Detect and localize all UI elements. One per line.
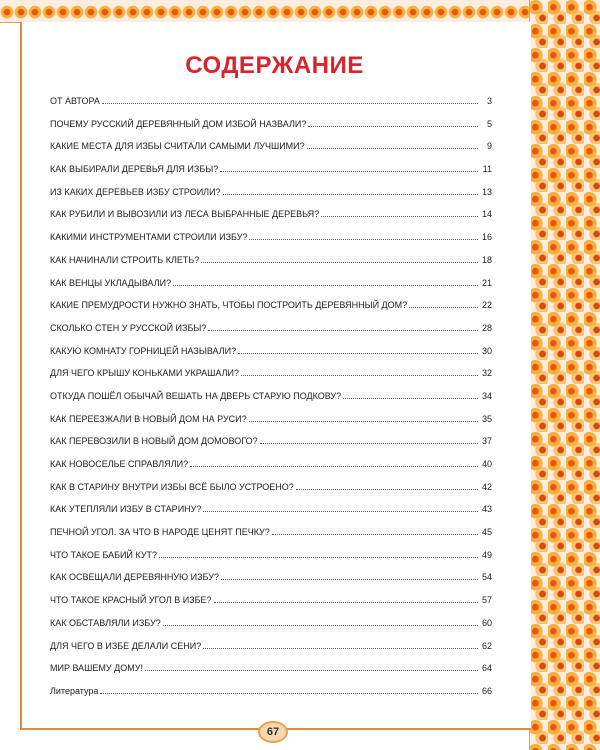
toc-entry-title: КАК В СТАРИНУ ВНУТРИ ИЗБЫ ВСЁ БЫЛО УСТРОЕНО? xyxy=(50,481,294,492)
toc-entry-title: КАКУЮ КОМНАТУ ГОРНИЦЕЙ НАЗЫВАЛИ? xyxy=(50,345,237,356)
right-ornament-border xyxy=(529,0,600,750)
toc-entry[interactable] xyxy=(50,119,492,142)
toc-entry-page: 28 xyxy=(481,322,492,333)
toc-entry[interactable] xyxy=(50,572,492,595)
dot-leader xyxy=(343,398,478,399)
toc-entry-page: 42 xyxy=(481,481,492,492)
dot-leader xyxy=(308,126,478,127)
dot-leader xyxy=(260,443,478,444)
toc-entry[interactable] xyxy=(50,414,492,437)
toc-entry[interactable] xyxy=(50,368,492,391)
dot-leader xyxy=(272,534,478,535)
toc-entry[interactable] xyxy=(50,232,492,255)
toc-entry[interactable] xyxy=(50,436,492,459)
toc-entry-title: ЧТО ТАКОЕ КРАСНЫЙ УГОЛ В ИЗБЕ? xyxy=(50,595,212,606)
toc-entry-title: КАК НАЧИНАЛИ СТРОИТЬ КЛЕТЬ? xyxy=(50,254,200,265)
toc-entry[interactable] xyxy=(50,141,492,164)
toc-entry-title: ДЛЯ ЧЕГО В ИЗБЕ ДЕЛАЛИ СЕНИ? xyxy=(50,640,202,651)
dot-leader xyxy=(223,194,478,195)
dot-leader xyxy=(307,148,478,149)
toc-entry[interactable] xyxy=(50,618,492,641)
toc-entry-title: КАК ВЕНЦЫ УКЛАДЫВАЛИ? xyxy=(50,277,172,288)
toc-entry-page: 21 xyxy=(481,277,492,288)
toc-entry-page: 35 xyxy=(481,413,492,424)
toc-entry-page: 37 xyxy=(481,436,492,447)
toc-entry[interactable] xyxy=(50,595,492,618)
toc-entry-page: 45 xyxy=(481,527,492,538)
toc-entry-page: 5 xyxy=(486,118,492,129)
toc-entry[interactable] xyxy=(50,391,492,414)
dot-leader xyxy=(102,103,478,104)
toc-entry[interactable] xyxy=(50,686,492,709)
toc-entry-page: 30 xyxy=(481,345,492,356)
toc-entry[interactable] xyxy=(50,459,492,482)
dot-leader xyxy=(163,625,478,626)
toc-entry-page: 54 xyxy=(481,572,492,583)
toc-entry-page: 43 xyxy=(481,504,492,515)
toc-entry[interactable] xyxy=(50,300,492,323)
toc-entry-title: КАК НОВОСЕЛЬЕ СПРАВЛЯЛИ? xyxy=(50,459,189,469)
toc-entry[interactable] xyxy=(50,278,492,301)
toc-entry-title: ЧТО ТАКОЕ БАБИЙ КУТ? xyxy=(50,549,158,560)
dot-leader xyxy=(221,579,478,580)
toc-entry-title: КАКИЕ ПРЕМУДРОСТИ НУЖНО ЗНАТЬ, ЧТОБЫ ПОСТРОИТЬ ДЕРЕВЯННЫЙ ДОМ? xyxy=(50,300,408,311)
toc-entry-title: КАКИМИ ИНСТРУМЕНТАМИ СТРОИЛИ ИЗБУ? xyxy=(50,232,248,243)
toc-entry-page: 64 xyxy=(481,663,492,674)
dot-leader xyxy=(241,375,478,376)
toc-entry[interactable] xyxy=(50,527,492,550)
dot-leader xyxy=(409,307,478,308)
dot-leader xyxy=(220,171,478,172)
toc-entry-page: 62 xyxy=(481,640,492,651)
toc-entry[interactable] xyxy=(50,323,492,346)
page-number-badge: 67 xyxy=(258,721,288,743)
toc-entry-title: КАК ОСВЕЩАЛИ ДЕРЕВЯННУЮ ИЗБУ? xyxy=(50,572,219,583)
toc-entry-page: 57 xyxy=(481,595,492,606)
toc-entry-page: 3 xyxy=(486,96,492,106)
toc-entry[interactable] xyxy=(50,550,492,573)
dot-leader xyxy=(190,466,478,467)
toc-entry-page: 9 xyxy=(486,141,492,152)
toc-entry-title: КАК УТЕПЛЯЛИ ИЗБУ В СТАРИНУ? xyxy=(50,504,202,515)
toc-entry-title: МИР ВАШЕМУ ДОМУ! xyxy=(50,663,143,674)
dot-leader xyxy=(159,557,478,558)
dot-leader xyxy=(249,239,478,240)
toc-entry[interactable] xyxy=(50,641,492,664)
dot-leader xyxy=(296,489,478,490)
toc-entry-title: КАК ПЕРЕВОЗИЛИ В НОВЫЙ ДОМ ДОМОВОГО? xyxy=(50,436,258,447)
toc-entry-title: КАКИЕ МЕСТА ДЛЯ ИЗБЫ СЧИТАЛИ САМЫМИ ЛУЧШИМИ? xyxy=(50,141,305,152)
toc-entry-title: ПЕЧНОЙ УГОЛ. ЗА ЧТО В НАРОДЕ ЦЕНЯТ ПЕЧКУ? xyxy=(50,527,270,538)
top-ornament-border xyxy=(0,0,600,23)
toc-entry-title: ДЛЯ ЧЕГО КРЫШУ КОНЬКАМИ УКРАШАЛИ? xyxy=(50,368,240,379)
toc-entry[interactable] xyxy=(50,255,492,278)
dot-leader xyxy=(203,648,478,649)
toc-entry-title: Литература xyxy=(50,685,99,696)
toc-entry[interactable] xyxy=(50,663,492,686)
toc-entry-title: КАК ОБСТАВЛЯЛИ ИЗБУ? xyxy=(50,617,161,628)
dot-leader xyxy=(201,262,478,263)
toc-entry[interactable] xyxy=(50,96,492,119)
toc-entry[interactable] xyxy=(50,187,492,210)
toc-entry-page: 18 xyxy=(481,254,492,265)
toc-entry-title: ОТКУДА ПОШЁЛ ОБЫЧАЙ ВЕШАТЬ НА ДВЕРЬ СТАРУЮ ПОДКОВУ? xyxy=(50,390,342,401)
toc-entry-title: СКОЛЬКО СТЕН У РУССКОЙ ИЗБЫ? xyxy=(50,322,207,333)
toc-entry[interactable] xyxy=(50,504,492,527)
toc-entry-title: КАК РУБИЛИ И ВЫВОЗИЛИ ИЗ ЛЕСА ВЫБРАННЫЕ ДЕРЕВЬЯ? xyxy=(50,209,320,220)
toc-entry-title: КАК ПЕРЕЕЗЖАЛИ В НОВЫЙ ДОМ НА РУСИ? xyxy=(50,413,247,424)
table-of-contents xyxy=(50,96,492,709)
dot-leader xyxy=(145,670,478,671)
toc-entry-page: 22 xyxy=(481,300,492,311)
toc-entry-page: 32 xyxy=(481,368,492,379)
toc-entry[interactable] xyxy=(50,482,492,505)
toc-entry-title: ИЗ КАКИХ ДЕРЕВЬЕВ ИЗБУ СТРОИЛИ? xyxy=(50,186,221,197)
toc-entry-page: 66 xyxy=(481,685,492,696)
toc-entry-page: 13 xyxy=(481,186,492,197)
toc-entry-title: ОТ АВТОРА xyxy=(50,96,100,106)
dot-leader xyxy=(100,693,478,694)
dot-leader xyxy=(249,421,478,422)
toc-entry[interactable] xyxy=(50,209,492,232)
toc-entry-title: ПОЧЕМУ РУССКИЙ ДЕРЕВЯННЫЙ ДОМ ИЗБОЙ НАЗВАЛИ? xyxy=(50,118,307,129)
toc-entry[interactable] xyxy=(50,164,492,187)
page-title: СОДЕРЖАНИЕ xyxy=(185,52,364,80)
toc-entry-page: 11 xyxy=(482,164,492,175)
dot-leader xyxy=(208,330,478,331)
dot-leader xyxy=(238,353,478,354)
toc-entry-page: 49 xyxy=(481,549,492,560)
toc-entry-page: 16 xyxy=(481,232,492,243)
toc-entry[interactable] xyxy=(50,346,492,369)
dot-leader xyxy=(173,285,478,286)
toc-entry-page: 34 xyxy=(481,390,492,401)
dot-leader xyxy=(214,602,478,603)
dot-leader xyxy=(203,511,478,512)
toc-entry-page: 14 xyxy=(481,209,492,220)
toc-entry-title: КАК ВЫБИРАЛИ ДЕРЕВЬЯ ДЛЯ ИЗБЫ? xyxy=(50,164,219,175)
dot-leader xyxy=(321,216,478,217)
toc-entry-page: 60 xyxy=(481,617,492,628)
toc-entry-page: 40 xyxy=(481,459,492,469)
